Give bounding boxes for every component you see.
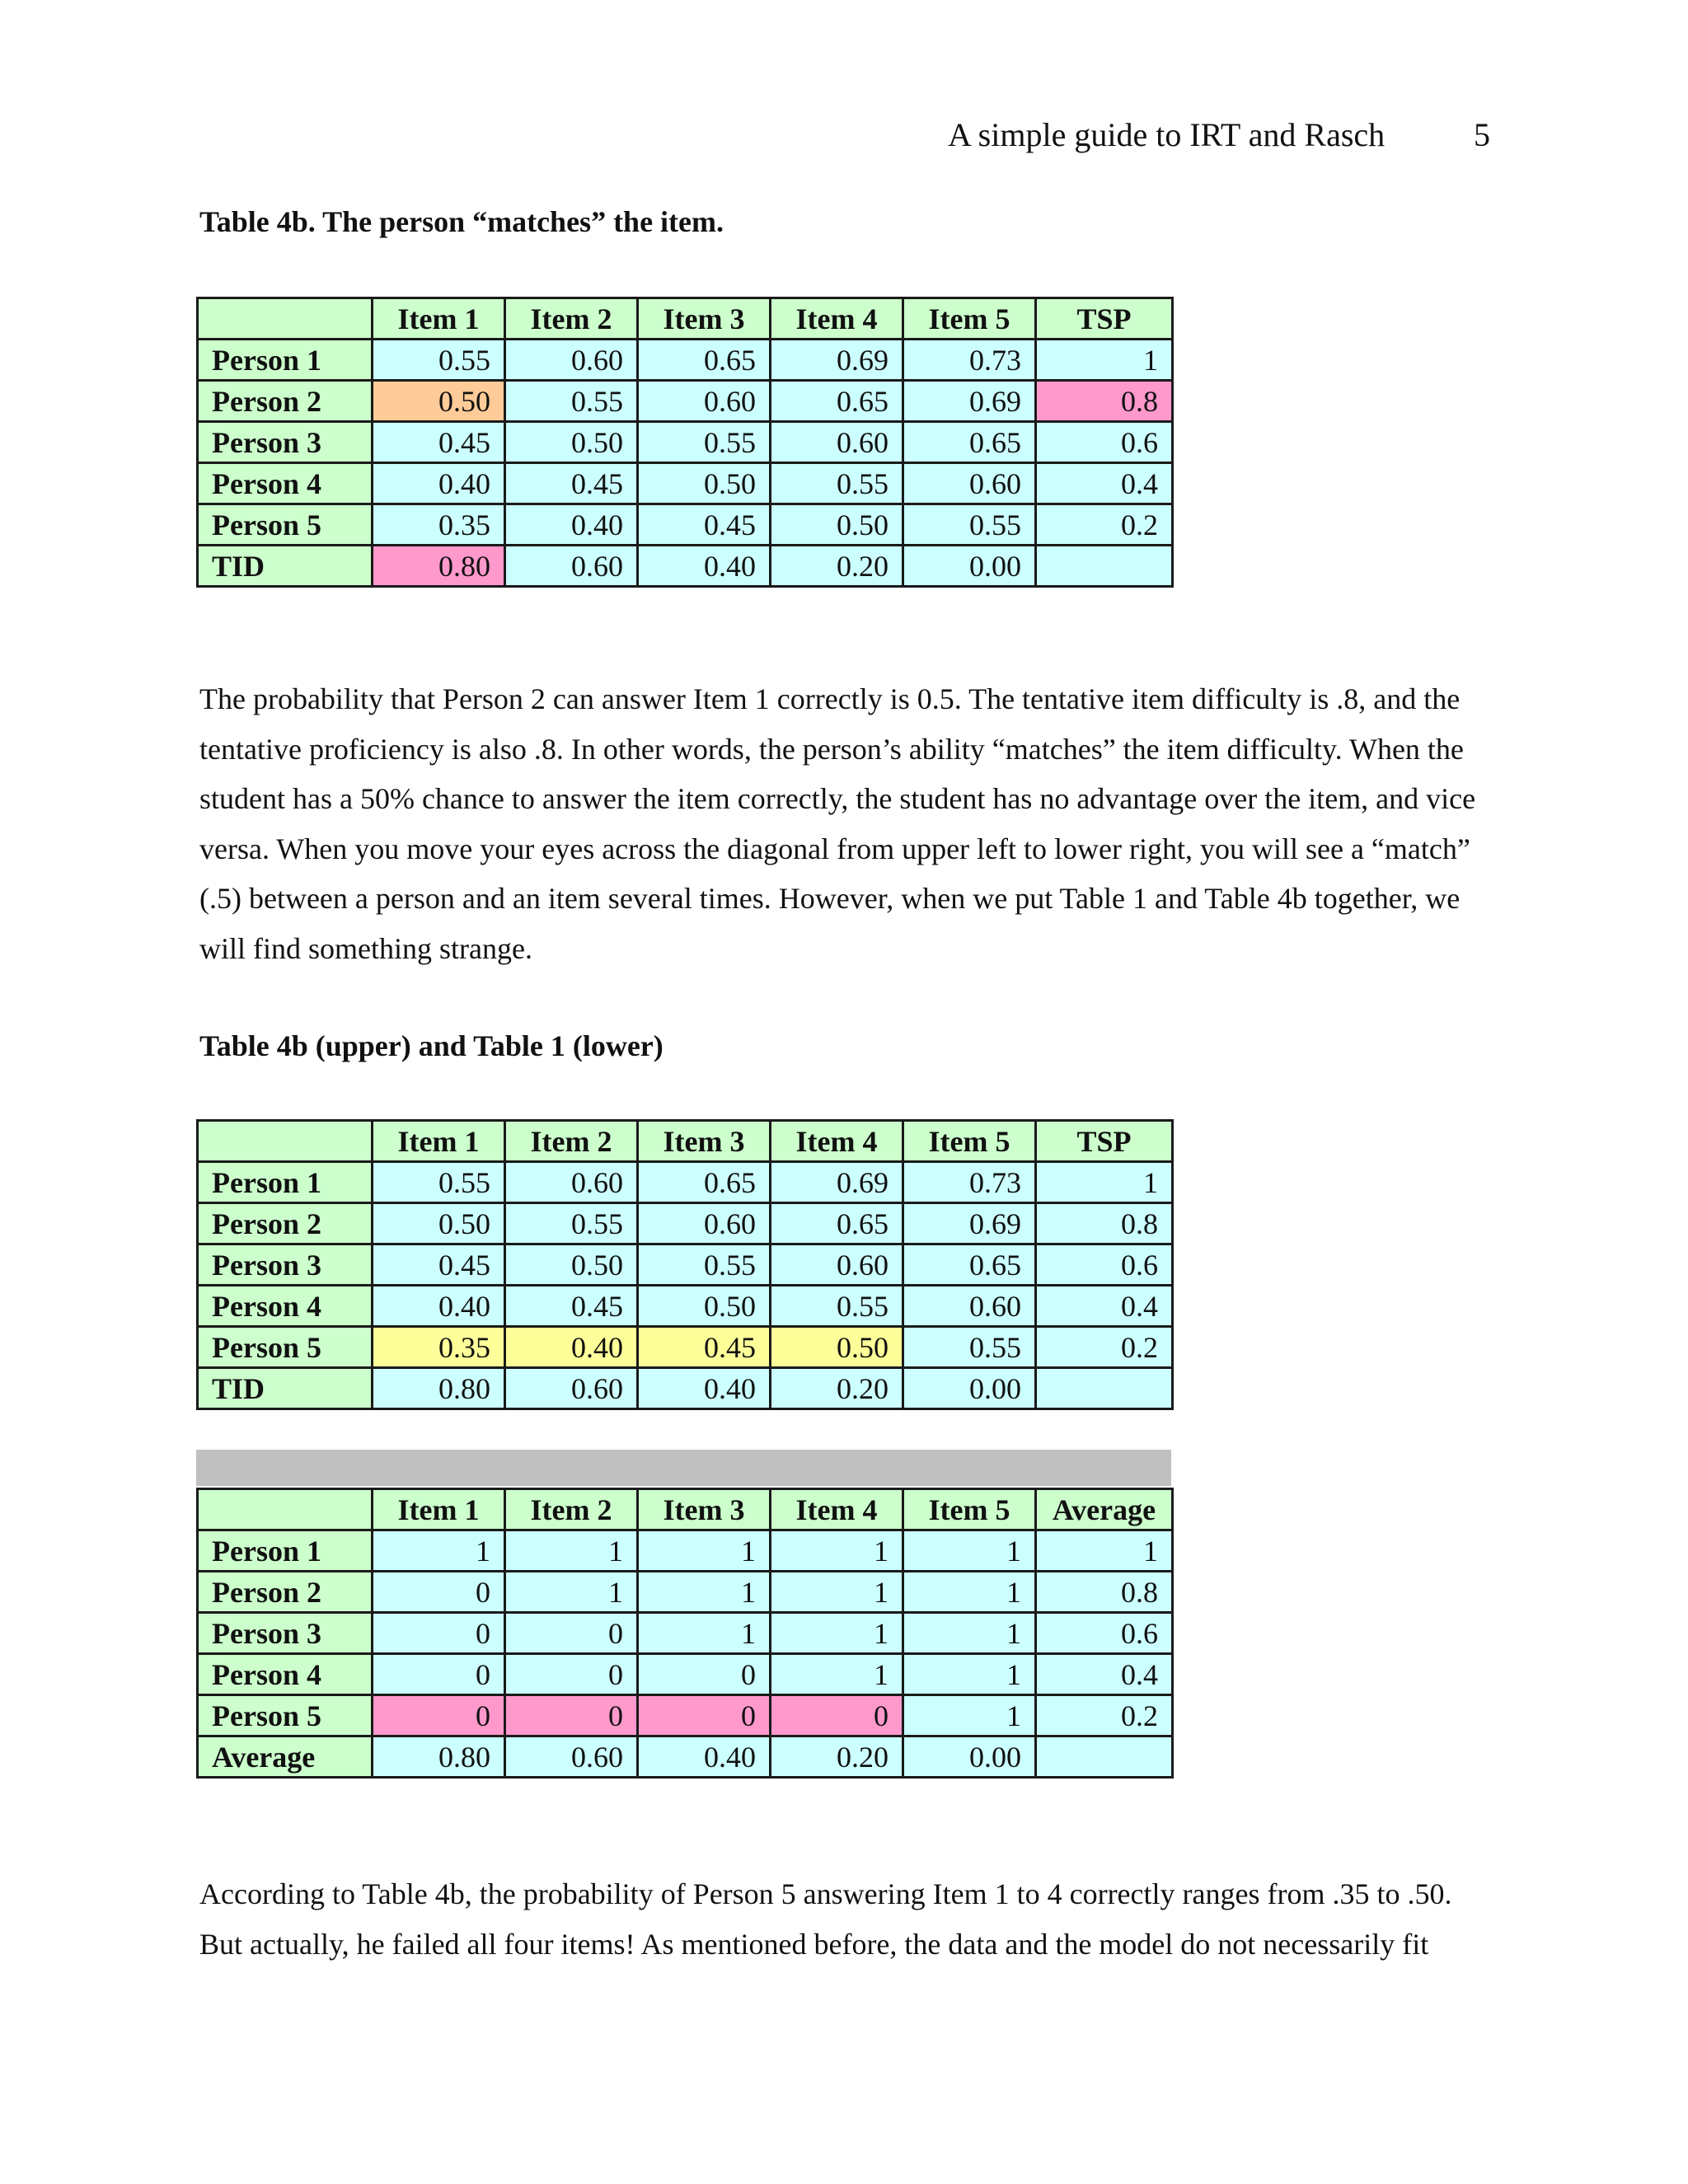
table-cell: 0.73	[903, 1162, 1036, 1203]
table-cell: 1	[771, 1654, 903, 1695]
table-cell: 0.2	[1036, 504, 1173, 546]
table-cell: 1	[771, 1613, 903, 1654]
row-header: Person 4	[198, 1286, 373, 1327]
table-cell: 0	[505, 1654, 638, 1695]
table-cell: 1	[903, 1530, 1036, 1572]
table-row	[198, 1286, 1173, 1327]
column-header: Item 1	[373, 1121, 505, 1162]
table-cell: 0.20	[771, 546, 903, 587]
table-row	[198, 1203, 1173, 1244]
table-cell: 0.55	[373, 1162, 505, 1203]
table-row	[198, 1695, 1173, 1736]
table-cell: 0	[373, 1572, 505, 1613]
highlighted-cell: 0.45	[638, 1327, 771, 1368]
highlighted-cell: 0.40	[505, 1327, 638, 1368]
row-header: Person 4	[198, 463, 373, 504]
table-cell: 0.55	[505, 381, 638, 422]
row-header: Person 1	[198, 1530, 373, 1572]
table-cell: 0.55	[373, 340, 505, 381]
corner-cell	[198, 1489, 373, 1530]
table-cell: 1	[638, 1613, 771, 1654]
table-row	[198, 1613, 1173, 1654]
table-cell: 0.50	[373, 1203, 505, 1244]
table-cell: 0.55	[903, 504, 1036, 546]
corner-cell	[198, 298, 373, 340]
row-header: Person 1	[198, 1162, 373, 1203]
column-header: Item 2	[505, 298, 638, 340]
table-cell: 0.40	[373, 463, 505, 504]
table-comparison-caption: Table 4b (upper) and Table 1 (lower)	[199, 1029, 663, 1062]
table-row	[198, 1654, 1173, 1695]
table-row	[198, 1736, 1173, 1778]
table-cell: 1	[638, 1572, 771, 1613]
column-header: Item 4	[771, 298, 903, 340]
highlighted-cell: 0.35	[373, 1327, 505, 1368]
column-header: Item 5	[903, 1121, 1036, 1162]
table-cell: 0.60	[771, 1244, 903, 1286]
table-cell: 0.69	[771, 340, 903, 381]
column-header: Item 1	[373, 298, 505, 340]
row-header: Person 1	[198, 340, 373, 381]
table-cell	[1036, 546, 1173, 587]
row-header: Person 3	[198, 1613, 373, 1654]
running-header: A simple guide to IRT and Rasch	[948, 116, 1386, 153]
table-cell: 1	[1036, 1162, 1173, 1203]
table-cell: 0.60	[903, 1286, 1036, 1327]
row-header: Person 2	[198, 1572, 373, 1613]
row-header: Person 4	[198, 1654, 373, 1695]
table-cell: 0.65	[638, 1162, 771, 1203]
table-cell: 0.50	[638, 463, 771, 504]
column-header: Item 4	[771, 1121, 903, 1162]
table-cell: 0.4	[1036, 1286, 1173, 1327]
table-cell: 1	[903, 1613, 1036, 1654]
table-cell: 0.00	[903, 546, 1036, 587]
table-cell: 0.65	[903, 1244, 1036, 1286]
row-header: Person 5	[198, 1695, 373, 1736]
table-cell: 0.80	[373, 1368, 505, 1409]
table-cell: 0.60	[505, 1368, 638, 1409]
highlighted-cell: 0.50	[373, 381, 505, 422]
row-header: Person 2	[198, 381, 373, 422]
table-cell: 1	[638, 1530, 771, 1572]
table-row	[198, 381, 1173, 422]
table-cell: 0.50	[771, 504, 903, 546]
table-cell: 0.65	[638, 340, 771, 381]
table-cell: 1	[1036, 340, 1173, 381]
table-cell: 1	[505, 1572, 638, 1613]
table-cell: 0.8	[1036, 1203, 1173, 1244]
table-cell: 0.55	[505, 1203, 638, 1244]
table-cell: 0.73	[903, 340, 1036, 381]
table-row	[198, 340, 1173, 381]
table-row	[198, 1162, 1173, 1203]
table-cell: 0	[373, 1654, 505, 1695]
table-cell: 0.60	[505, 1162, 638, 1203]
table-header-row	[198, 1489, 1173, 1530]
body-paragraph: The probability that Person 2 can answer Item 1 correctly is 0.5. The tentative item difficulty is .8, and the tentative proficiency is also .8. In other words, the person’s ability “matches” the item difficulty. When the student has a 50% chance to answer the item correctly, the student has no advantage over the item, and vice versa. When you move your eyes across the diagonal from upper left to lower right, you will see a “match” (.5) between a person and an item several times. However, when we put Table 1 and Table 4b together, we will find something strange.	[199, 682, 1476, 965]
table-cell: 0.60	[903, 463, 1036, 504]
table-cell: 0.4	[1036, 1654, 1173, 1695]
table-cell: 0.65	[771, 381, 903, 422]
table-1-lower	[196, 1488, 1174, 1779]
column-header: TSP	[1036, 1121, 1173, 1162]
table-cell: 0.50	[505, 422, 638, 463]
table-cell	[1036, 1736, 1173, 1778]
table-cell: 0.55	[903, 1327, 1036, 1368]
table-cell: 0.60	[505, 1736, 638, 1778]
column-header: Item 2	[505, 1489, 638, 1530]
table-cell: 0.6	[1036, 422, 1173, 463]
highlighted-cell: 0.80	[373, 546, 505, 587]
table-cell: 0.00	[903, 1736, 1036, 1778]
column-header: Average	[1036, 1489, 1173, 1530]
table-cell: 0.45	[373, 1244, 505, 1286]
table-cell: 1	[903, 1572, 1036, 1613]
table-cell: 0.40	[638, 1736, 771, 1778]
row-header: Person 5	[198, 1327, 373, 1368]
column-header: Item 1	[373, 1489, 505, 1530]
table-cell: 0	[638, 1654, 771, 1695]
table-cell: 0.55	[638, 1244, 771, 1286]
table-row	[198, 504, 1173, 546]
row-header: Person 2	[198, 1203, 373, 1244]
table-cell: 0.45	[505, 463, 638, 504]
table-cell: 0.60	[771, 422, 903, 463]
highlighted-cell: 0.50	[771, 1327, 903, 1368]
column-header: Item 5	[903, 1489, 1036, 1530]
table-cell: 0	[373, 1613, 505, 1654]
row-header: TID	[198, 1368, 373, 1409]
table-row	[198, 1572, 1173, 1613]
table-cell: 0.60	[505, 340, 638, 381]
table-cell: 0.65	[771, 1203, 903, 1244]
table-row	[198, 1530, 1173, 1572]
highlighted-cell: 0	[505, 1695, 638, 1736]
table-cell: 0.40	[505, 504, 638, 546]
table-header-row	[198, 1121, 1173, 1162]
table-cell: 0.6	[1036, 1613, 1173, 1654]
table-cell: 0.40	[638, 546, 771, 587]
table-cell: 1	[903, 1695, 1036, 1736]
table-cell: 0.50	[638, 1286, 771, 1327]
table-cell: 0.8	[1036, 1572, 1173, 1613]
column-header: Item 3	[638, 298, 771, 340]
table-cell: 1	[505, 1530, 638, 1572]
table-cell: 0.60	[505, 546, 638, 587]
row-header: TID	[198, 546, 373, 587]
table-row	[198, 546, 1173, 587]
table-cell: 0.50	[505, 1244, 638, 1286]
table-cell: 0.69	[903, 381, 1036, 422]
table-row	[198, 422, 1173, 463]
table-cell	[1036, 1368, 1173, 1409]
highlighted-cell: 0	[771, 1695, 903, 1736]
column-header: Item 2	[505, 1121, 638, 1162]
table-4b-upper	[196, 1119, 1174, 1410]
table-header-row	[198, 298, 1173, 340]
row-header: Person 5	[198, 504, 373, 546]
column-header: Item 5	[903, 298, 1036, 340]
table-cell: 0.65	[903, 422, 1036, 463]
table-row	[198, 1368, 1173, 1409]
column-header: TSP	[1036, 298, 1173, 340]
corner-cell	[198, 1121, 373, 1162]
column-header: Item 4	[771, 1489, 903, 1530]
row-header: Person 3	[198, 422, 373, 463]
table-cell: 0.20	[771, 1368, 903, 1409]
table-cell: 0.55	[771, 463, 903, 504]
highlighted-cell: 0	[638, 1695, 771, 1736]
table-cell: 0.40	[638, 1368, 771, 1409]
highlighted-cell: 0	[373, 1695, 505, 1736]
table-cell: 0.2	[1036, 1327, 1173, 1368]
table-cell: 1	[771, 1572, 903, 1613]
table-cell: 0.55	[771, 1286, 903, 1327]
table-cell: 0.55	[638, 422, 771, 463]
table-cell: 0.60	[638, 381, 771, 422]
table-row	[198, 1244, 1173, 1286]
column-header: Item 3	[638, 1489, 771, 1530]
body-paragraph: According to Table 4b, the probability of Person 5 answering Item 1 to 4 correctly ranges from .35 to .50. But actually, he failed all four items! As mentioned before, the data and the model do not necessarily fit	[199, 1877, 1452, 1961]
table-4b	[196, 297, 1174, 588]
row-header: Person 3	[198, 1244, 373, 1286]
table-cell: 0.60	[638, 1203, 771, 1244]
table-cell: 0	[505, 1613, 638, 1654]
highlighted-cell: 0.8	[1036, 381, 1173, 422]
table-cell: 0.00	[903, 1368, 1036, 1409]
table-cell: 0.35	[373, 504, 505, 546]
row-header: Average	[198, 1736, 373, 1778]
table-cell: 0.69	[903, 1203, 1036, 1244]
table-row	[198, 463, 1173, 504]
table-cell: 1	[771, 1530, 903, 1572]
table-cell: 1	[1036, 1530, 1173, 1572]
table-cell: 1	[903, 1654, 1036, 1695]
table-cell: 0.20	[771, 1736, 903, 1778]
table-cell: 0.69	[771, 1162, 903, 1203]
table-cell: 0.80	[373, 1736, 505, 1778]
table-cell: 0.4	[1036, 463, 1173, 504]
table-cell: 0.2	[1036, 1695, 1173, 1736]
table-4b-caption: Table 4b. The person “matches” the item.	[199, 205, 724, 238]
table-separator	[196, 1450, 1171, 1486]
column-header: Item 3	[638, 1121, 771, 1162]
table-cell: 0.45	[373, 422, 505, 463]
table-cell: 0.45	[638, 504, 771, 546]
page-number: 5	[1474, 116, 1490, 153]
table-row	[198, 1327, 1173, 1368]
table-cell: 0.6	[1036, 1244, 1173, 1286]
table-cell: 0.45	[505, 1286, 638, 1327]
table-cell: 1	[373, 1530, 505, 1572]
table-cell: 0.40	[373, 1286, 505, 1327]
